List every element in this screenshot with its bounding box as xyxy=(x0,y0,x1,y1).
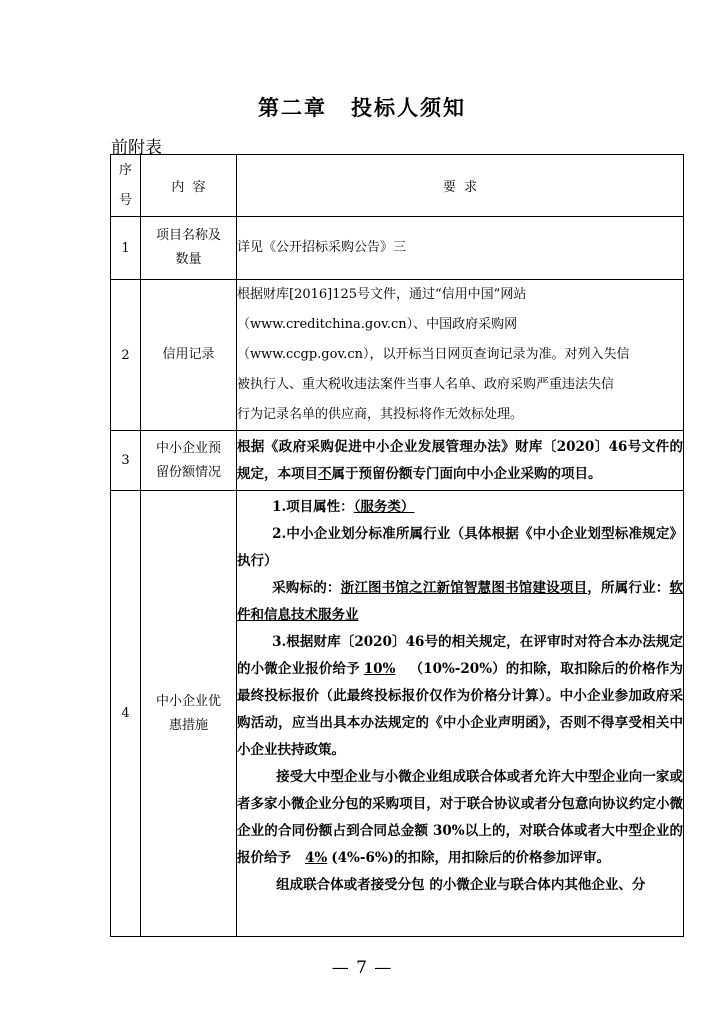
header-no: 序 号 xyxy=(111,155,141,217)
row-number: 1 xyxy=(111,217,141,280)
paragraph: 采购标的：浙江图书馆之江新馆智慧图书馆建设项目，所属行业：软件和信息技术服务业 xyxy=(237,580,684,623)
row-item: 信用记录 xyxy=(141,280,237,431)
row-number: 4 xyxy=(111,491,141,937)
table-row xyxy=(111,431,684,491)
chapter-title xyxy=(0,92,724,122)
table-header-row xyxy=(111,155,684,217)
requirements-table xyxy=(110,154,684,937)
paragraph: 接受大中型企业与小微企业组成联合体或者允许大中型企业向一家或者多家小微企业分包的采购项目，对于联合协议或者分包意向协议约定小微企业的合同份额占到合同总金额 30%以上的，对联合体或者大中型企业的报价给予 4% (4%-6%)的扣除，用扣除后的价格参加评审。 xyxy=(237,769,683,866)
row-requirement xyxy=(237,491,684,937)
row-requirement: 详见《公开招标采购公告》三 xyxy=(237,217,684,280)
row-number: 3 xyxy=(111,431,141,491)
row-requirement: 根据《政府采购促进中小企业发展管理办法》财库〔2020〕46号文件的规定，本项目不属于预留份额专门面向中小企业采购的项目。 xyxy=(237,431,684,491)
table-row xyxy=(111,217,684,280)
row-requirement: 根据财库[2016]125号文件，通过“信用中国”网站 （www.creditchina.gov.cn）、中国政府采购网 （www.ccgp.gov.cn），以开标当日网页查询记录为准。对列入失信 被执行人、重大税收违法案件当事人名单、政府采购严重违法失信 行为记录名单的供应商，其投标将作无效标处理。 xyxy=(237,280,684,431)
page-number: — 7 — xyxy=(331,958,393,978)
header-requirement: 要 求 xyxy=(237,155,684,217)
paragraph: 组成联合体或者接受分包 的小微企业与联合体内其他企业、分 xyxy=(276,877,646,893)
table-row xyxy=(111,491,684,937)
section-label: 前附表 xyxy=(111,138,162,158)
row-item: 项目名称及 数量 xyxy=(141,217,237,280)
paragraph: 3.根据财库〔2020〕46号的相关规定，在评审时对符合本办法规定的小微企业报价给予 10% （10%-20%）的扣除，取扣除后的价格作为最终投标报价（此最终投标报价仅作为价格分计算）。中小企业参加政府采购活动，应当出具本办法规定的《中小企业声明函》，否则不得享受相关中小企业扶持政策。 xyxy=(237,634,683,758)
table-row xyxy=(111,280,684,431)
paragraph: 1.项目属性：（服务类） xyxy=(272,499,415,515)
chapter-name: 投标人须知 xyxy=(351,95,466,120)
paragraph: 2.中小企业划分标准所属行业（具体根据《中小企业划型标准规定》执行） xyxy=(237,526,683,569)
header-item: 内 容 xyxy=(141,155,237,217)
chapter-number: 第二章 xyxy=(258,95,327,120)
row-number: 2 xyxy=(111,280,141,431)
row-item: 中小企业优 惠措施 xyxy=(141,491,237,937)
row-item: 中小企业预 留份额情况 xyxy=(141,431,237,491)
